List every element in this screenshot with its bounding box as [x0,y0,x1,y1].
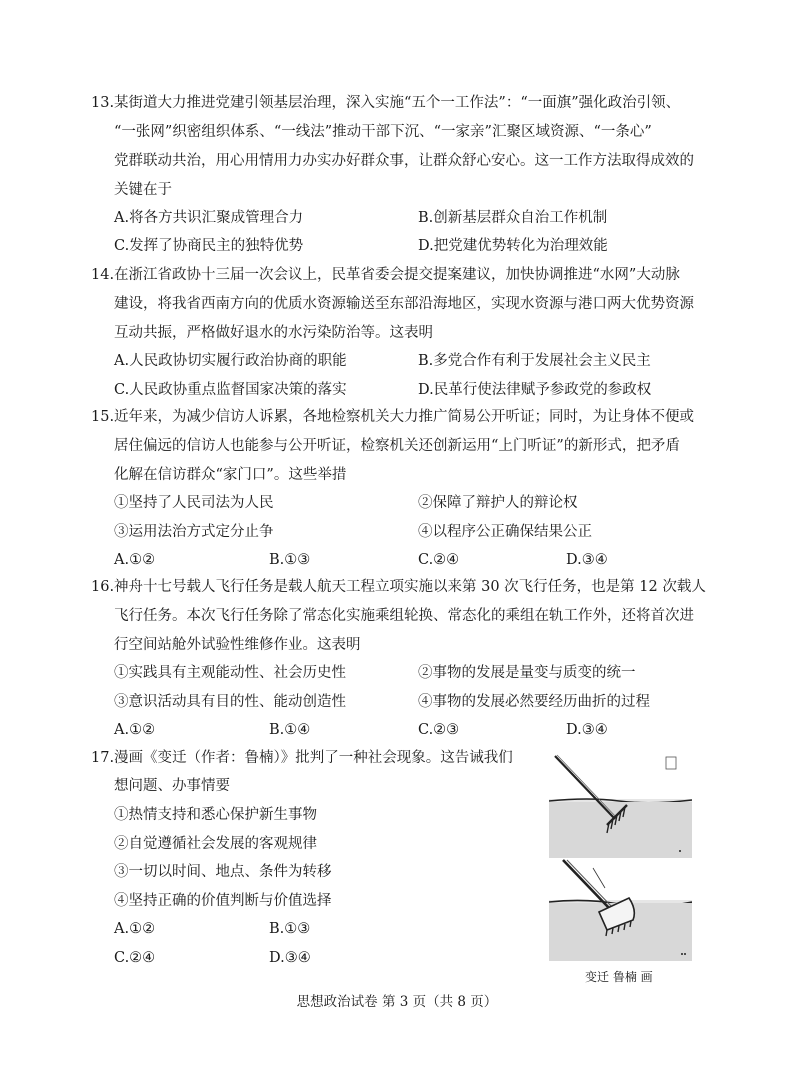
statement-4: ④坚持正确的价值判断与价值选择 [114,893,332,909]
question-stem-line: 行空间站舱外试验性维修作业。这表明 [114,637,361,653]
statement-2: ②保障了辩护人的辩论权 [418,495,578,511]
option-c: C.②④ [418,552,460,568]
page-footer: 思想政治试卷 第 3 页（共 8 页） [296,994,498,1010]
question-stem-line: 近年来，为减少信访人诉累，各地检察机关大力推广简易公开听证；同时，为让身体不便或 [114,409,694,425]
question-number: 13. [91,95,115,111]
question-stem-line: 关键在于 [114,182,172,198]
rake-drawing [549,753,692,858]
option-c: C.发挥了协商民主的独特优势 [114,238,304,254]
option-d: D.把党建优势转化为治理效能 [418,238,608,254]
question-stem-line: 居住偏远的信访人也能参与公开听证，检察机关还创新运用“上门听证”的新形式，把矛盾 [114,438,680,454]
option-d: D.③④ [566,722,608,738]
option-c: C.②④ [114,950,156,966]
option-b: B.创新基层群众自治工作机制 [418,210,608,226]
statement-4: ④事物的发展必然要经历曲折的过程 [418,694,650,710]
option-d: D.③④ [269,950,311,966]
option-b: B.多党合作有利于发展社会主义民主 [418,353,651,369]
option-d: D.民革行使法律赋予参政党的参政权 [418,382,652,398]
statement-2: ②事物的发展是量变与质变的统一 [418,665,636,681]
statement-1: ①坚持了人民司法为人民 [114,495,274,511]
question-stem-line: 建设，将我省西南方向的优质水资源输送至东部沿海地区，实现水资源与港口两大优势资源 [114,296,694,312]
question-number: 16. [91,579,115,595]
question-stem-line: 漫画《变迁（作者：鲁楠）》批判了一种社会现象。这告诫我们 [114,750,513,766]
statement-3: ③运用法治方式定分止争 [114,524,274,540]
option-a: A.①② [114,722,156,738]
option-a: A.人民政协切实履行政治协商的职能 [114,353,347,369]
question-number: 14. [91,267,115,283]
question-stem-line: 化解在信访群众“家门口”。这些举措 [114,467,347,483]
question-stem-line: 飞行任务。本次飞行任务除了常态化实施乘组轮换、常态化的乘组在轨工作外，还将首次进 [114,608,694,624]
option-b: B.①③ [269,552,311,568]
statement-1: ①实践具有主观能动性、社会历史性 [114,665,346,681]
statement-4: ④以程序公正确保结果公正 [418,524,592,540]
question-number: 15. [91,409,115,425]
question-stem-line: 想问题、办事情要 [114,778,230,794]
excavator-drawing [549,858,692,961]
cartoon-panel-bottom [549,858,692,961]
question-stem-line: 党群联动共治，用心用情用力办实办好群众事，让群众舒心安心。这一工作方法取得成效的 [114,153,694,169]
statement-3: ③一切以时间、地点、条件为转移 [114,864,332,880]
question-stem-line: 互动共振，严格做好退水的水污染防治等。这表明 [114,325,433,341]
statement-3: ③意识活动具有目的性、能动创造性 [114,694,346,710]
question-stem-line: 某街道大力推进党建引领基层治理，深入实施“五个一工作法”：“一面旗”强化政治引领、 [114,95,681,111]
option-b: B.①④ [269,722,311,738]
option-c: C.②③ [418,722,460,738]
option-a: A.将各方共识汇聚成管理合力 [114,210,304,226]
question-stem-line: 神舟十七号载人飞行任务是载人航天工程立项实施以来第 30 次飞行任务，也是第 12 次载人 [114,579,706,595]
question-stem-line: 在浙江省政协十三届一次会议上，民革省委会提交提案建议，加快协调推进“水网”大动脉 [114,267,680,283]
option-a: A.①② [114,552,156,568]
option-b: B.①③ [269,921,311,937]
cartoon-panel-top [549,753,692,858]
cartoon-caption: 变迁 鲁楠 画 [585,970,653,984]
statement-2: ②自觉遵循社会发展的客观规律 [114,836,317,852]
option-a: A.①② [114,921,156,937]
option-d: D.③④ [566,552,608,568]
question-stem-line: “一张网”织密组织体系、“一线法”推动干部下沉、“一家亲”汇聚区域资源、“一条心” [114,124,652,140]
statement-1: ①热情支持和悉心保护新生事物 [114,807,317,823]
option-c: C.人民政协重点监督国家决策的落实 [114,382,347,398]
question-number: 17. [91,750,115,766]
